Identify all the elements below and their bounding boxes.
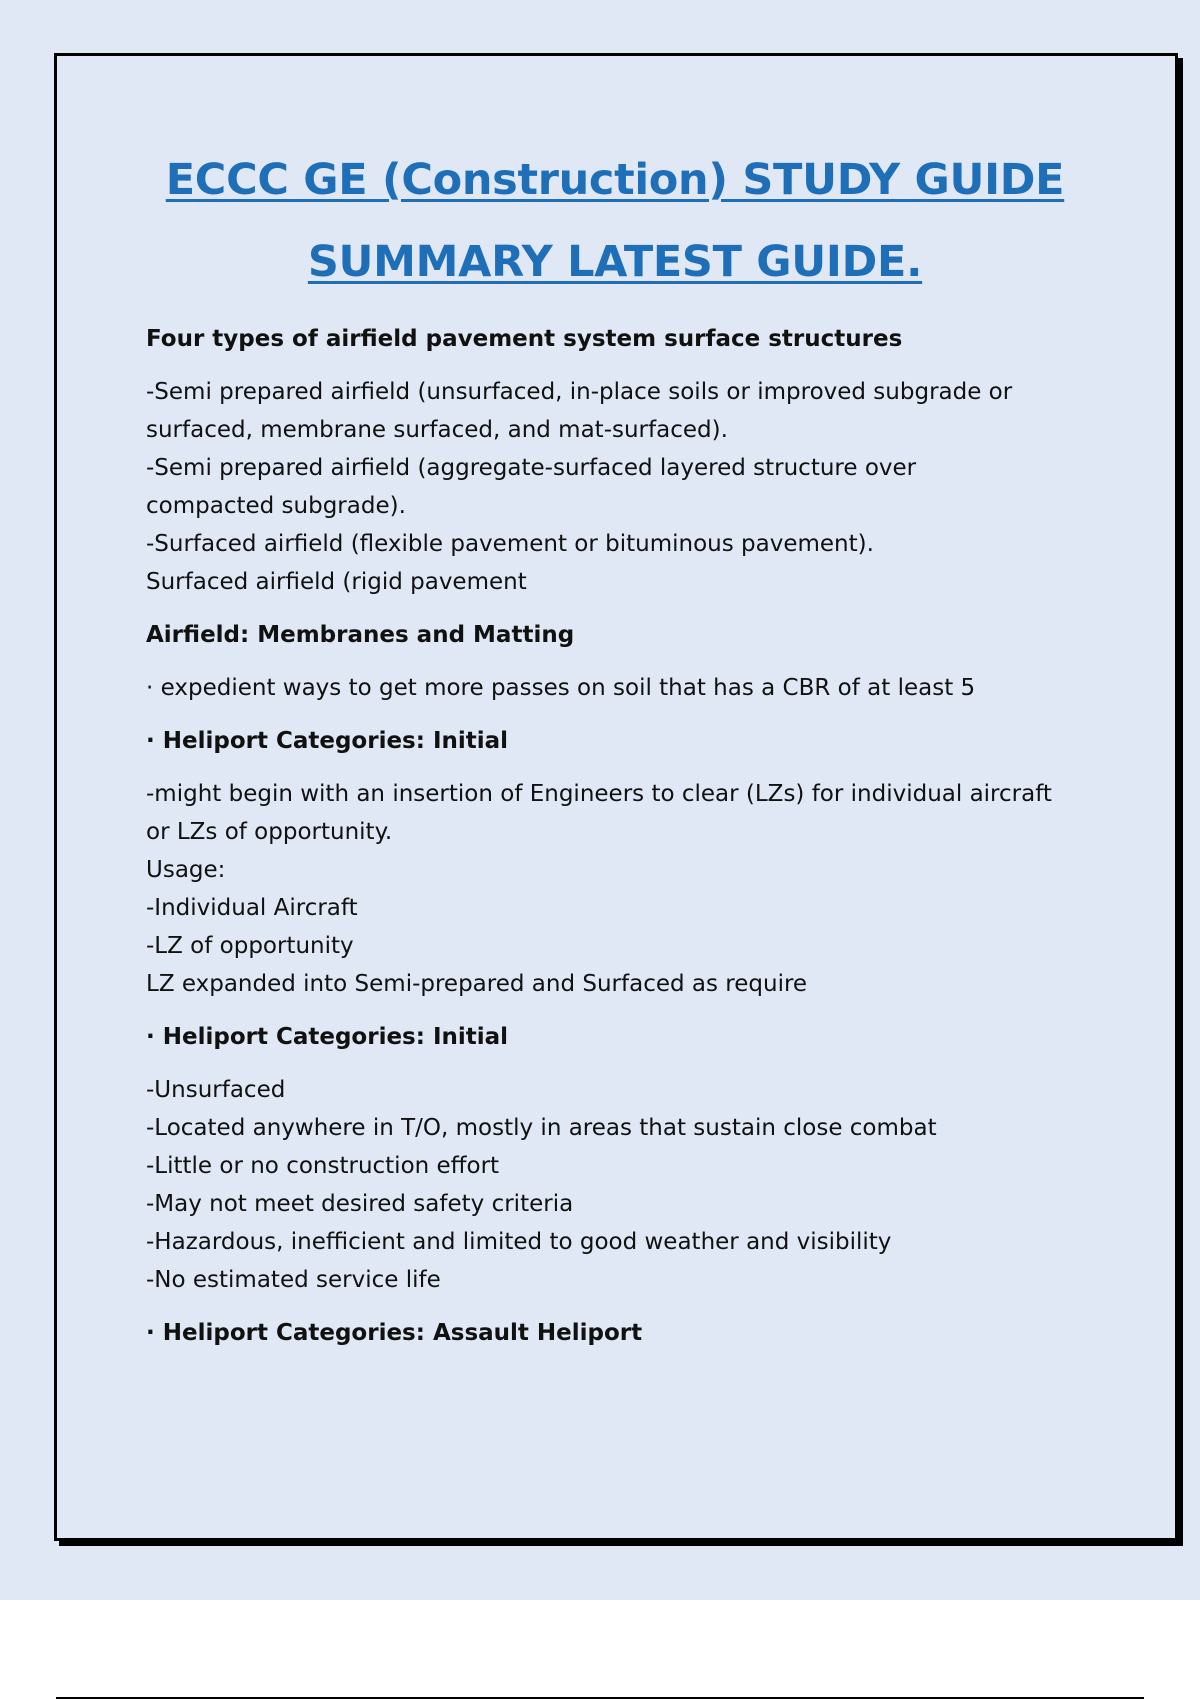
section-paragraph bbox=[146, 373, 1106, 601]
section-heading: Airfield: Membranes and Matting bbox=[146, 622, 575, 648]
section-heliport-assault bbox=[146, 1314, 1106, 1352]
text-line: -Unsurfaced bbox=[146, 1077, 286, 1103]
text-line: Usage: bbox=[146, 857, 226, 883]
text-line: -Semi prepared airfield (unsurfaced, in-place soils or improved subgrade or bbox=[146, 379, 1013, 405]
text-line: -Surfaced airfield (flexible pavement or bituminous pavement). bbox=[146, 531, 874, 557]
footer-divider bbox=[56, 1697, 1144, 1699]
text-line: -might begin with an insertion of Engineers to clear (LZs) for individual aircraft bbox=[146, 781, 1052, 807]
text-line: -Located anywhere in T/O, mostly in areas that sustain close combat bbox=[146, 1115, 937, 1141]
section-heading: · Heliport Categories: Initial bbox=[146, 1024, 509, 1050]
section-pavement-types bbox=[146, 320, 1106, 601]
text-line: -Little or no construction effort bbox=[146, 1153, 500, 1179]
text-line: -LZ of opportunity bbox=[146, 933, 354, 959]
section-paragraph bbox=[146, 775, 1106, 1003]
text-line: LZ expanded into Semi-prepared and Surfaced as require bbox=[146, 971, 808, 997]
text-line: · expedient ways to get more passes on soil that has a CBR of at least 5 bbox=[146, 675, 976, 701]
document-title-line-1: ECCC GE (Construction) STUDY GUIDE bbox=[165, 155, 1065, 205]
section-heading: · Heliport Categories: Initial bbox=[146, 728, 509, 754]
text-line: -Semi prepared airfield (aggregate-surfaced layered structure over bbox=[146, 455, 917, 481]
text-line: -Hazardous, inefficient and limited to good weather and visibility bbox=[146, 1229, 892, 1255]
section-paragraph bbox=[146, 669, 1106, 707]
text-line: or LZs of opportunity. bbox=[146, 819, 393, 845]
section-heliport-initial-2 bbox=[146, 1018, 1106, 1299]
document-title-line-2: SUMMARY LATEST GUIDE. bbox=[307, 237, 923, 287]
text-line: Surfaced airfield (rigid pavement bbox=[146, 569, 527, 595]
text-line: surfaced, membrane surfaced, and mat-surfaced). bbox=[146, 417, 728, 443]
document-body bbox=[146, 320, 1106, 1367]
text-line: -No estimated service life bbox=[146, 1267, 441, 1293]
section-heading: · Heliport Categories: Assault Heliport bbox=[146, 1320, 643, 1346]
text-line: compacted subgrade). bbox=[146, 493, 406, 519]
section-membranes-matting bbox=[146, 616, 1106, 707]
section-heliport-initial-1 bbox=[146, 722, 1106, 1003]
text-line: -May not meet desired safety criteria bbox=[146, 1191, 574, 1217]
text-line: -Individual Aircraft bbox=[146, 895, 358, 921]
section-heading: Four types of airfield pavement system surface structures bbox=[146, 326, 903, 352]
section-paragraph bbox=[146, 1071, 1106, 1299]
